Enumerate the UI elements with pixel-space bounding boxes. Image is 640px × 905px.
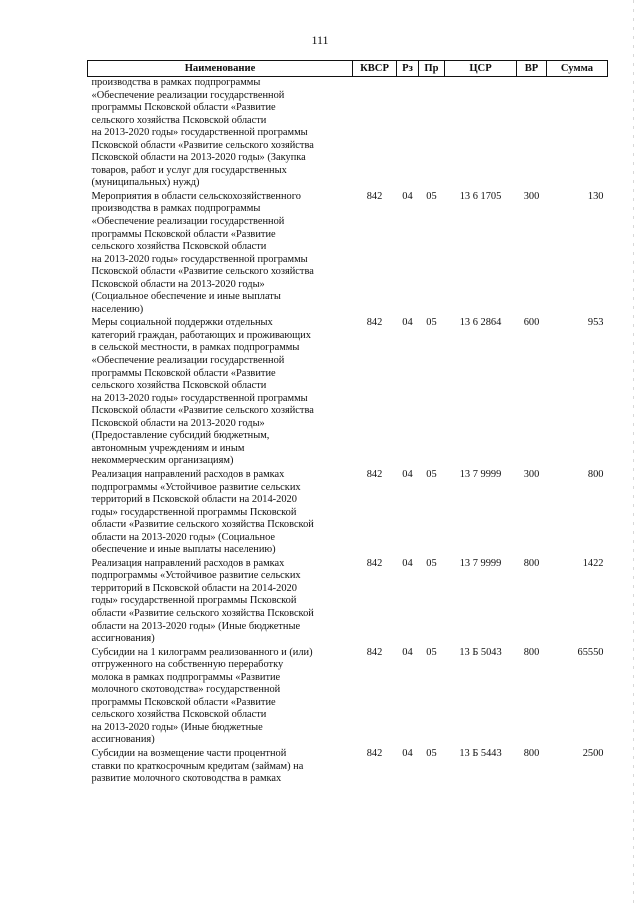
cell-pr: 05 xyxy=(426,468,437,480)
cell-kvsr: 842 xyxy=(366,646,383,658)
name-line: области на 2013-2020 годы» (Социальное xyxy=(91,531,276,543)
cell-vr: 800 xyxy=(523,747,540,759)
table-header xyxy=(88,61,608,77)
name-line: программы Псковской области «Развитие xyxy=(91,696,276,708)
cell-kvsr: 842 xyxy=(366,747,383,759)
name-line: производства в рамках подпрограммы xyxy=(91,203,261,215)
row-name-cell xyxy=(88,469,353,558)
cell-vr: 800 xyxy=(523,646,540,658)
cell-kvsr: 842 xyxy=(366,468,383,480)
name-line: на 2013-2020 годы» государственной программы xyxy=(91,392,308,404)
cell-pr: 05 xyxy=(426,190,437,202)
cell-rz: 04 xyxy=(402,747,413,759)
name-line: производства в рамках подпрограммы xyxy=(91,77,261,88)
name-line: программы Псковской области «Развитие xyxy=(91,367,276,379)
row-name-cell xyxy=(88,748,353,787)
cell-pr: 05 xyxy=(426,747,437,759)
name-line: населению) xyxy=(91,303,144,315)
row-name-cell xyxy=(88,77,353,191)
cell-csr: 13 Б 5043 xyxy=(459,646,502,658)
name-line: территорий в Псковской области на 2014-2020 xyxy=(91,582,297,594)
header-name: Наименование xyxy=(88,61,353,77)
name-line: Субсидии на 1 килограмм реализованного и (или) xyxy=(91,646,313,658)
name-line: «Обеспечение реализации государственной xyxy=(91,89,285,101)
name-line: некоммерческим организациям) xyxy=(91,455,234,467)
name-line: области «Развитие сельского хозяйства Псковской xyxy=(91,607,314,619)
cell-kvsr xyxy=(353,77,397,191)
name-line: Псковской области «Развитие сельского хозяйства xyxy=(91,139,314,151)
table-row xyxy=(88,647,608,748)
name-line: на 2013-2020 годы» (Иные бюджетные xyxy=(91,721,263,733)
name-line: (Предоставление субсидий бюджетным, xyxy=(91,430,270,442)
name-line: на 2013-2020 годы» государственной программы xyxy=(91,127,308,139)
cell-pr: 05 xyxy=(426,557,437,569)
name-line: Псковской области «Развитие сельского хозяйства xyxy=(91,405,314,417)
cell-sum: 2500 xyxy=(582,747,604,759)
name-line: товаров, работ и услуг для государственных xyxy=(91,164,287,176)
name-line: подпрограммы «Устойчивое развитие сельских xyxy=(91,481,301,493)
name-line: Реализация направлений расходов в рамках xyxy=(91,557,285,569)
name-line: ставки по краткосрочным кредитам (займам) на xyxy=(91,760,304,772)
name-line: годы» государственной программы Псковской xyxy=(91,506,297,518)
header-csr: ЦСР xyxy=(445,61,517,77)
cell-csr: 13 Б 5443 xyxy=(459,747,502,759)
cell-rz: 04 xyxy=(402,190,413,202)
name-line: отгруженного на собственную переработку xyxy=(91,659,284,671)
table-row xyxy=(88,558,608,647)
cell-csr: 13 7 9999 xyxy=(459,468,502,480)
cell-vr: 600 xyxy=(523,317,540,329)
cell-vr: 300 xyxy=(523,190,540,202)
name-line: области «Развитие сельского хозяйства Псковской xyxy=(91,519,314,531)
name-line: области на 2013-2020 годы» (Иные бюджетные xyxy=(91,620,301,632)
row-name-cell xyxy=(88,558,353,647)
cell-vr xyxy=(517,77,547,191)
cell-rz: 04 xyxy=(402,646,413,658)
cell-sum: 800 xyxy=(587,468,604,480)
name-line: Псковской области «Развитие сельского хозяйства xyxy=(91,266,314,278)
cell-kvsr: 842 xyxy=(366,190,383,202)
header-vr: ВР xyxy=(517,61,547,77)
name-line: Псковской области на 2013-2020 годы» xyxy=(91,417,265,429)
cell-vr: 300 xyxy=(523,468,540,480)
name-line: Псковской области на 2013-2020 годы» (Закупка xyxy=(91,152,306,164)
name-line: Меры социальной поддержки отдельных xyxy=(91,317,273,329)
cell-sum: 130 xyxy=(587,190,604,202)
table-row xyxy=(88,317,608,469)
table-row xyxy=(88,748,608,787)
name-line: Мероприятия в области сельскохозяйственного xyxy=(91,190,301,202)
cell-pr: 05 xyxy=(426,646,437,658)
table-row xyxy=(88,469,608,558)
scan-edge-mark xyxy=(633,0,634,905)
name-line: программы Псковской области «Развитие xyxy=(91,228,276,240)
cell-rz: 04 xyxy=(402,468,413,480)
header-pr: Пр xyxy=(419,61,445,77)
cell-rz: 04 xyxy=(402,557,413,569)
name-line: категорий граждан, работающих и проживающих xyxy=(91,329,311,341)
name-line: Субсидии на возмещение части процентной xyxy=(91,747,287,759)
table-row xyxy=(88,77,608,191)
cell-csr xyxy=(445,77,517,191)
name-line: территорий в Псковской области на 2014-2020 xyxy=(91,494,297,506)
name-line: сельского хозяйства Псковской области xyxy=(91,380,267,392)
name-line: годы» государственной программы Псковской xyxy=(91,595,297,607)
cell-sum: 953 xyxy=(587,317,604,329)
name-line: программы Псковской области «Развитие xyxy=(91,102,276,114)
name-line: развитие молочного скотоводства в рамках xyxy=(91,773,282,785)
name-line: ассигнования) xyxy=(91,633,155,645)
table-body xyxy=(88,77,608,787)
name-line: сельского хозяйства Псковской области xyxy=(91,709,267,721)
header-rz: Рз xyxy=(397,61,419,77)
row-name-cell xyxy=(88,647,353,748)
cell-vr: 800 xyxy=(523,557,540,569)
page-number: 111 xyxy=(311,33,329,47)
name-line: обеспечение и иные выплаты населению) xyxy=(91,544,276,556)
header-sum: Сумма xyxy=(547,61,608,77)
name-line: Псковской области на 2013-2020 годы» xyxy=(91,278,265,290)
cell-pr: 05 xyxy=(426,317,437,329)
cell-rz xyxy=(397,77,419,191)
cell-csr: 13 7 9999 xyxy=(459,557,502,569)
name-line: автономным учреждениям и иным xyxy=(91,442,245,454)
header-kvsr: КВСР xyxy=(353,61,397,77)
name-line: «Обеспечение реализации государственной xyxy=(91,216,285,228)
row-name-cell xyxy=(88,317,353,469)
name-line: на 2013-2020 годы» государственной программы xyxy=(91,253,308,265)
name-line: (Социальное обеспечение и иные выплаты xyxy=(91,291,281,303)
name-line: сельского хозяйства Псковской области xyxy=(91,114,267,126)
cell-kvsr: 842 xyxy=(366,557,383,569)
name-line: сельского хозяйства Псковской области xyxy=(91,241,267,253)
table-row xyxy=(88,191,608,317)
cell-kvsr: 842 xyxy=(366,317,383,329)
budget-table xyxy=(87,60,608,787)
cell-sum: 1422 xyxy=(582,557,604,569)
name-line: в сельской местности, в рамках подпрограммы xyxy=(91,342,300,354)
cell-sum xyxy=(547,77,608,191)
name-line: ассигнования) xyxy=(91,734,155,746)
name-line: Реализация направлений расходов в рамках xyxy=(91,468,285,480)
cell-csr: 13 6 2864 xyxy=(459,317,502,329)
cell-rz: 04 xyxy=(402,317,413,329)
name-line: молочного скотоводства» государственной xyxy=(91,684,281,696)
cell-csr: 13 6 1705 xyxy=(459,190,502,202)
cell-sum: 65550 xyxy=(577,646,604,658)
name-line: «Обеспечение реализации государственной xyxy=(91,355,285,367)
name-line: молока в рамках подпрограммы «Развитие xyxy=(91,671,281,683)
name-line: подпрограммы «Устойчивое развитие сельских xyxy=(91,570,301,582)
cell-pr xyxy=(419,77,445,191)
row-name-cell xyxy=(88,191,353,317)
name-line: (муниципальных) нужд) xyxy=(91,177,200,189)
